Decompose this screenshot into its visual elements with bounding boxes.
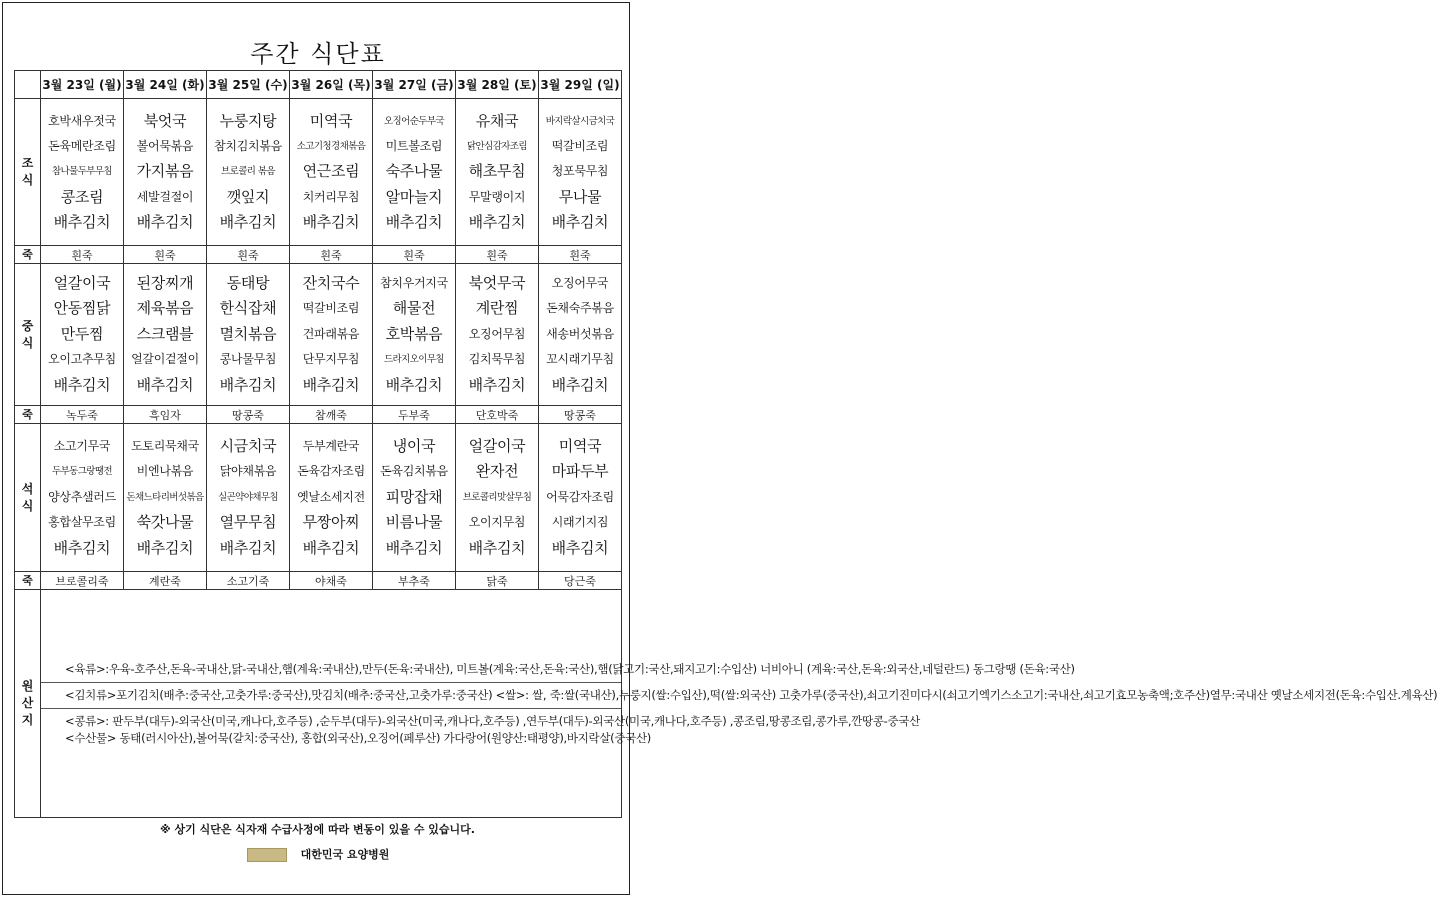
origin-seafood: <수산물> 동태(러시아산),볼어묵(갈치:중국산), 홍합(외국산),오징어(페루산) 가다랑어(원양산:태평양),바지락살(중국산) xyxy=(65,730,651,745)
menu-item: 미역국 xyxy=(558,437,602,456)
menu-item: 홍합살무조림 xyxy=(48,515,116,530)
menu-item: 무말랭이지 xyxy=(468,189,526,204)
menu-item: 오이고추무침 xyxy=(48,352,116,367)
lunch-label: 중 식 xyxy=(15,264,41,406)
menu-item: 동태탕 xyxy=(226,274,270,293)
menu-item: 떡갈비조림 xyxy=(551,138,609,153)
menu-item: 배추김치 xyxy=(53,538,111,557)
origin-info xyxy=(41,590,1437,818)
breakfast-label: 조 식 xyxy=(15,99,41,246)
day-header: 3월 26일 (목) xyxy=(290,71,373,99)
menu-item: 콩조림 xyxy=(60,187,104,206)
hospital-name: 대한민국 요양병원 xyxy=(300,848,390,861)
menu-item: 스크램블 xyxy=(136,324,194,343)
lunch-day-cell xyxy=(290,264,373,406)
porridge-item: 소고기죽 xyxy=(207,572,290,590)
menu-item: 브로콜리맛살무침 xyxy=(462,491,532,503)
menu-item: 배추김치 xyxy=(302,375,360,394)
menu-item: 배추김치 xyxy=(219,213,277,232)
menu-item: 얼갈이국 xyxy=(53,274,111,293)
porridge-item: 흰죽 xyxy=(290,246,373,264)
menu-item: 알마늘지 xyxy=(385,187,443,206)
breakfast-day-cell xyxy=(539,99,622,246)
menu-item: 배추김치 xyxy=(551,213,609,232)
menu-item: 옛날소세지전 xyxy=(297,489,365,504)
day-header: 3월 25일 (수) xyxy=(207,71,290,99)
menu-item: 오징어무국 xyxy=(551,276,609,291)
menu-item: 오징어순두부국 xyxy=(383,115,445,127)
porridge-item: 계란죽 xyxy=(124,572,207,590)
porridge-item: 흰죽 xyxy=(124,246,207,264)
day-header: 3월 29일 (일) xyxy=(539,71,622,99)
porridge-item: 녹두죽 xyxy=(41,406,124,424)
menu-item: 배추김치 xyxy=(219,538,277,557)
porridge-item: 두부죽 xyxy=(373,406,456,424)
menu-item: 얼갈이국 xyxy=(468,437,526,456)
menu-item: 배추김치 xyxy=(385,538,443,557)
menu-item: 북엇무국 xyxy=(468,274,526,293)
menu-item: 배추김치 xyxy=(302,538,360,557)
porridge-item: 흰죽 xyxy=(456,246,539,264)
menu-item: 배추김치 xyxy=(302,213,360,232)
menu-item: 누룽지탕 xyxy=(219,111,277,130)
origin-kimchi-rice: <김치류>포기김치(배추:중국산,고춧가루:중국산),맛김치(배추:중국산,고춧가루:중국산) <쌀>: 쌀, 죽:쌀(국내산),누룽지(쌀:수입산),떡(쌀:외국산) 고춧가루(중국산),쇠고기진미다시(쇠고기엑기스소고기:국내산,쇠고기효모농축액;호주산)열무:국내산 옛날소세지전(돈육:수입산.계육산) xyxy=(41,683,621,709)
menu-item: 가지볶음 xyxy=(136,162,194,181)
dinner-day-cell xyxy=(124,424,207,572)
menu-item: 멸치볶음 xyxy=(219,324,277,343)
menu-item: 피망잡채 xyxy=(385,487,443,506)
origin-beans: <콩류>: 판두부(대두)-외국산(미국,캐나다,호주등) ,순두부(대두)-외국산(미국,캐나다,호주등) ,연두부(대두)-외국산(미국,캐나다,호주등) ,콩조림,땅콩조림,콩가루,깐땅콩-중국산 xyxy=(65,713,920,728)
porridge-label: 죽 xyxy=(15,246,41,264)
menu-item: 오이지무침 xyxy=(468,515,526,530)
menu-item: 배추김치 xyxy=(136,538,194,557)
menu-item: 돈채느타리버섯볶음 xyxy=(126,491,204,503)
menu-item: 배추김치 xyxy=(219,375,277,394)
menu-item: 참나물두부무침 xyxy=(51,166,113,178)
menu-item: 깻잎지 xyxy=(226,187,270,206)
origin-beans-seafood xyxy=(41,709,920,751)
menu-item: 치커리무침 xyxy=(302,189,360,204)
menu-item: 도토리묵채국 xyxy=(131,439,199,454)
footer xyxy=(0,846,636,862)
menu-item: 오징어무침 xyxy=(468,326,526,341)
menu-item: 배추김치 xyxy=(468,213,526,232)
porridge-item: 참깨죽 xyxy=(290,406,373,424)
menu-item: 소고기무국 xyxy=(53,439,111,454)
lunch-day-cell xyxy=(456,264,539,406)
porridge-label: 죽 xyxy=(15,572,41,590)
menu-item: 완자전 xyxy=(475,462,519,481)
page-title: 주간 식단표 xyxy=(250,40,386,68)
menu-item: 어묵감자조림 xyxy=(546,489,614,504)
menu-item: 해물전 xyxy=(392,299,436,318)
dinner-day-cell xyxy=(41,424,124,572)
menu-item: 브로콜리 볶음 xyxy=(221,166,275,178)
menu-item: 단무지무침 xyxy=(302,352,360,367)
menu-item: 유채국 xyxy=(475,111,519,130)
porridge-item: 닭죽 xyxy=(456,572,539,590)
breakfast-day-cell xyxy=(456,99,539,246)
menu-item: 배추김치 xyxy=(385,375,443,394)
menu-item: 배추김치 xyxy=(136,213,194,232)
menu-item: 떡갈비조림 xyxy=(302,301,360,316)
porridge-item: 브로콜리죽 xyxy=(41,572,124,590)
menu-item: 열무무침 xyxy=(219,513,277,532)
breakfast-day-cell xyxy=(373,99,456,246)
menu-item: 콩나물무침 xyxy=(219,352,277,367)
menu-item: 소고기청경채볶음 xyxy=(296,140,366,152)
porridge-item: 부추죽 xyxy=(373,572,456,590)
porridge-item: 당근죽 xyxy=(539,572,622,590)
menu-item: 양상추샐러드 xyxy=(48,489,116,504)
menu-item: 돈육감자조림 xyxy=(297,464,365,479)
menu-item: 시금치국 xyxy=(219,437,277,456)
day-header: 3월 24일 (화) xyxy=(124,71,207,99)
day-header-row xyxy=(15,71,622,99)
menu-item: 무짱아찌 xyxy=(302,513,360,532)
menu-item: 두부계란국 xyxy=(302,439,360,454)
day-header: 3월 27일 (금) xyxy=(373,71,456,99)
menu-item: 돈육메란조림 xyxy=(48,138,116,153)
menu-item: 참치김치볶음 xyxy=(214,138,282,153)
menu-item: 만두찜 xyxy=(60,324,104,343)
lunch-day-cell xyxy=(41,264,124,406)
menu-item: 드라지오이무침 xyxy=(383,354,445,366)
menu-item: 배추김치 xyxy=(551,375,609,394)
menu-item: 배추김치 xyxy=(551,538,609,557)
dinner-day-cell xyxy=(373,424,456,572)
porridge-item: 땅콩죽 xyxy=(207,406,290,424)
menu-item: 시래기지짐 xyxy=(551,515,609,530)
menu-item: 무나물 xyxy=(558,187,602,206)
menu-item: 돈채숙주볶음 xyxy=(546,301,614,316)
corner-cell xyxy=(15,71,41,99)
menu-item: 얼갈이겉절이 xyxy=(131,352,199,367)
menu-item: 미역국 xyxy=(309,111,353,130)
menu-item: 바지락살시금치국 xyxy=(545,115,615,127)
menu-item: 배추김치 xyxy=(385,213,443,232)
menu-item: 해초무침 xyxy=(468,162,526,181)
menu-item: 계란찜 xyxy=(475,299,519,318)
lunch-day-cell xyxy=(373,264,456,406)
menu-item: 배추김치 xyxy=(468,538,526,557)
porridge-item: 흑임자 xyxy=(124,406,207,424)
menu-item: 제육볶음 xyxy=(136,299,194,318)
menu-item: 된장찌개 xyxy=(136,274,194,293)
menu-item: 참치우거지국 xyxy=(380,276,448,291)
porridge-label: 죽 xyxy=(15,406,41,424)
menu-table xyxy=(14,70,1437,818)
lunch-day-cell xyxy=(124,264,207,406)
origin-meat: <육류>:우육-호주산,돈육-국내산,닭-국내산,햄(계육:국내산),만두(돈육:국내산), 미트볼(계육:국산,돈육:국산),햄(닭고기:국산,돼지고기:수입산) 너비아니 (계육:국산,돈육:외국산,네덜란드) 동그랑땡 (돈육:국산) xyxy=(41,657,621,683)
day-header: 3월 23일 (월) xyxy=(41,71,124,99)
lunch-row xyxy=(15,264,622,406)
origin-label: 원 산 지 xyxy=(15,590,41,818)
dinner-row xyxy=(15,424,622,572)
menu-item: 냉이국 xyxy=(392,437,436,456)
menu-item: 호박볶음 xyxy=(385,324,443,343)
porridge-item: 흰죽 xyxy=(539,246,622,264)
menu-item: 닭안심감자조림 xyxy=(466,140,528,152)
porridge-item: 야채죽 xyxy=(290,572,373,590)
menu-item: 북엇국 xyxy=(143,111,187,130)
lunch-porridge-row xyxy=(15,406,622,424)
menu-item: 청포묵무침 xyxy=(551,164,609,179)
menu-item: 두부동그랑땡전 xyxy=(51,466,113,478)
breakfast-row xyxy=(15,99,622,246)
menu-item: 미트볼조림 xyxy=(385,138,443,153)
dinner-day-cell xyxy=(207,424,290,572)
menu-item: 배추김치 xyxy=(136,375,194,394)
menu-item: 안동찜닭 xyxy=(53,299,111,318)
menu-item: 한식잡채 xyxy=(219,299,277,318)
menu-item: 잔치국수 xyxy=(302,274,360,293)
lunch-day-cell xyxy=(539,264,622,406)
menu-item: 김치묵무침 xyxy=(468,352,526,367)
porridge-item: 흰죽 xyxy=(373,246,456,264)
breakfast-day-cell xyxy=(207,99,290,246)
dinner-day-cell xyxy=(456,424,539,572)
notice-text: ※ 상기 식단은 식자재 수급사정에 따라 변동이 있을 수 있습니다. xyxy=(160,823,475,836)
dinner-day-cell xyxy=(539,424,622,572)
menu-item: 쑥갓나물 xyxy=(136,513,194,532)
menu-item: 새송버섯볶음 xyxy=(546,326,614,341)
menu-item: 배추김치 xyxy=(468,375,526,394)
menu-item: 비엔나볶음 xyxy=(136,464,194,479)
menu-item: 돈육김치볶음 xyxy=(380,464,448,479)
dinner-day-cell xyxy=(290,424,373,572)
menu-item: 마파두부 xyxy=(551,462,609,481)
menu-item: 실곤약야채무침 xyxy=(217,491,279,503)
breakfast-day-cell xyxy=(124,99,207,246)
hospital-logo xyxy=(247,848,287,862)
origin-row xyxy=(15,590,622,818)
porridge-item: 흰죽 xyxy=(41,246,124,264)
dinner-porridge-row xyxy=(15,572,622,590)
menu-item: 건파래볶음 xyxy=(302,326,360,341)
menu-item: 볼어묵볶음 xyxy=(136,138,194,153)
menu-item: 숙주나물 xyxy=(385,162,443,181)
day-header: 3월 28일 (토) xyxy=(456,71,539,99)
menu-item: 배추김치 xyxy=(53,213,111,232)
menu-item: 닭야채볶음 xyxy=(219,464,277,479)
menu-item: 연근조림 xyxy=(302,162,360,181)
breakfast-day-cell xyxy=(290,99,373,246)
porridge-item: 땅콩죽 xyxy=(539,406,622,424)
breakfast-porridge-row xyxy=(15,246,622,264)
menu-item: 호박새우젓국 xyxy=(48,113,116,128)
porridge-item: 단호박죽 xyxy=(456,406,539,424)
breakfast-day-cell xyxy=(41,99,124,246)
dinner-label: 석 식 xyxy=(15,424,41,572)
porridge-item: 흰죽 xyxy=(207,246,290,264)
menu-item: 배추김치 xyxy=(53,375,111,394)
menu-item: 꼬시래기무침 xyxy=(546,352,614,367)
menu-item: 세발걸절이 xyxy=(136,189,194,204)
lunch-day-cell xyxy=(207,264,290,406)
menu-item: 비름나물 xyxy=(385,513,443,532)
